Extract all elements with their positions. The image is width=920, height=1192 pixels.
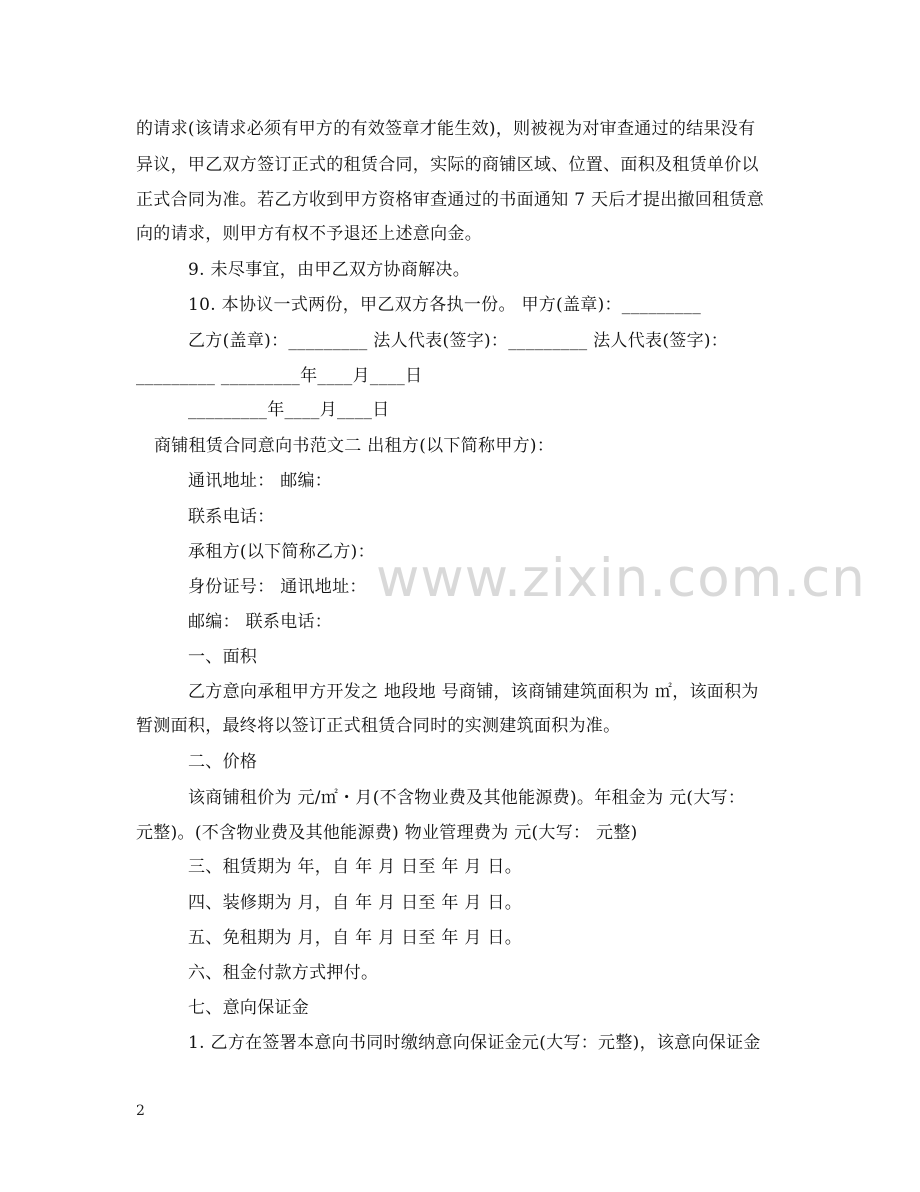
clause-9: 9. 未尽事宜，由甲乙双方协商解决。	[188, 260, 471, 280]
paragraph-line: 乙方意向承租甲方开发之 地段地 号商铺，该商铺建筑面积为 ㎡，该面积为	[188, 682, 759, 702]
signature-line: 乙方(盖章)：_________ 法人代表(签字)：_________ 法人代表(签字)：	[188, 331, 729, 351]
paragraph-line: 暂测面积，最终将以签订正式租赁合同时的实测建筑面积为准。	[136, 716, 621, 736]
field-line: 承租方(以下简称乙方)：	[188, 542, 375, 562]
page-number: 2	[136, 1103, 145, 1119]
clause-10: 10. 本协议一式两份，甲乙双方各执一份。 甲方(盖章)：_________	[188, 295, 702, 315]
paragraph-line: 向的请求，则甲方有权不予退还上述意向金。	[136, 224, 482, 244]
paragraph-line: 1. 乙方在签署本意向书同时缴纳意向保证金元(大写：元整)，该意向保证金	[188, 1033, 761, 1053]
section-heading: 七、意向保证金	[188, 998, 310, 1018]
field-line: 联系电话：	[188, 507, 275, 527]
field-line: 通讯地址： 邮编：	[188, 471, 333, 491]
section-heading: 六、租金付款方式押付。	[188, 963, 379, 983]
section-heading: 五、免租期为 月，自 年 月 日至 年 月 日。	[188, 928, 523, 948]
section-heading: 四、装修期为 月，自 年 月 日至 年 月 日。	[188, 893, 523, 913]
section-heading: 三、租赁期为 年，自 年 月 日至 年 月 日。	[188, 857, 523, 877]
field-line: 身份证号： 通讯地址：	[188, 577, 367, 597]
paragraph-line: 元整)。(不含物业费及其他能源费) 物业管理费为 元(大写： 元整)	[136, 823, 638, 843]
paragraph-line: 的请求(该请求必须有甲方的有效签章才能生效)，则被视为对审查通过的结果没有	[136, 119, 756, 139]
section-title: 商铺租赁合同意向书范文二 出租方(以下简称甲方)：	[154, 436, 555, 456]
section-heading: 一、面积	[188, 647, 258, 667]
paragraph-line: 异议，甲乙双方签订正式的租赁合同，实际的商铺区域、位置、面积及租赁单价以	[136, 155, 759, 175]
date-line: _________ _________年____月____日	[136, 366, 423, 386]
paragraph-line: 该商铺租价为 元/㎡・月(不含物业费及其他能源费)。年租金为 元(大写：	[188, 788, 746, 808]
section-heading: 二、价格	[188, 752, 258, 772]
date-line: _________年____月____日	[188, 400, 390, 420]
field-line: 邮编： 联系电话：	[188, 612, 333, 632]
paragraph-line: 正式合同为准。若乙方收到甲方资格审查通过的书面通知 7 天后才提出撤回租赁意	[136, 190, 765, 210]
watermark: www.zixin.com.cn	[376, 548, 866, 609]
